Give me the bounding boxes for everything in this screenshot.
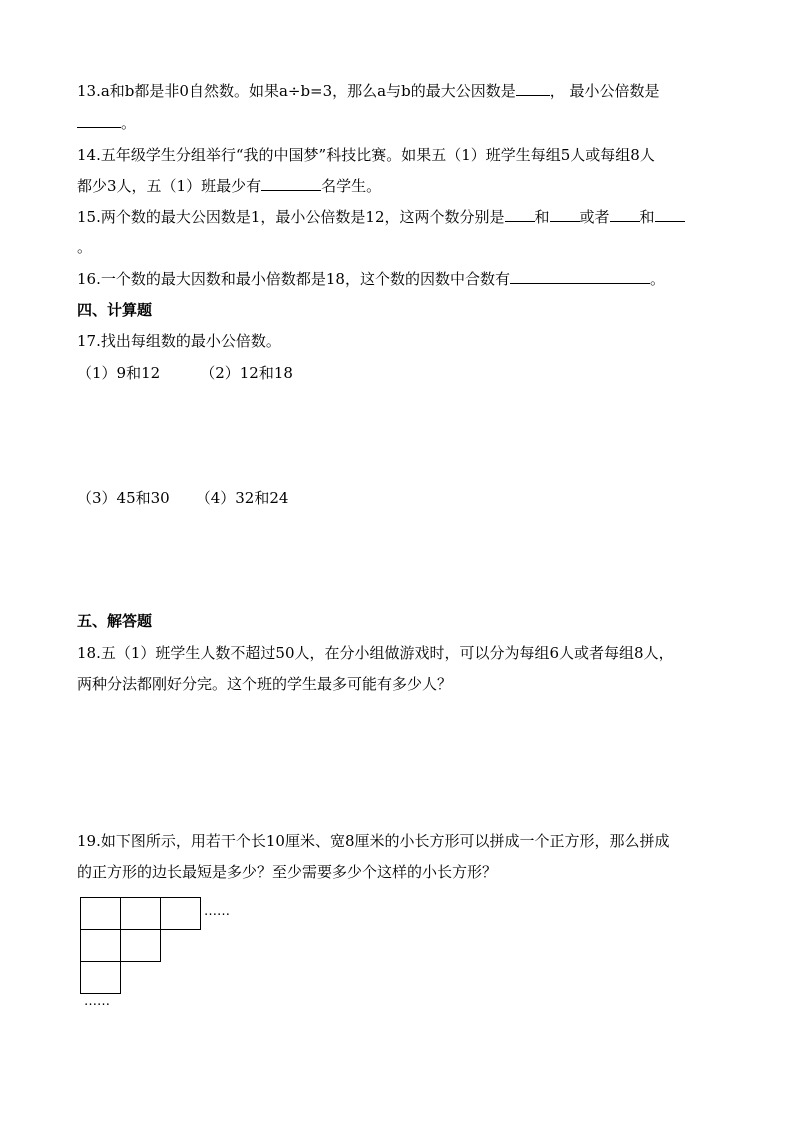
q16-text-b: 。: [649, 270, 665, 288]
q15-blank-3[interactable]: [610, 207, 640, 222]
tile-r1c3: [161, 898, 201, 930]
q19-line2: 的正方形的边长最短是多少？至少需要多少个这样的小长方形？: [77, 863, 498, 881]
q19-line1: 19.如下图所示，用若干个长10厘米、宽8厘米的小长方形可以拼成一个正方形，那么拼成: [77, 832, 670, 850]
q14-blank-students[interactable]: [261, 176, 321, 191]
q15-text-c: 或者: [579, 208, 610, 226]
q17-part1: （1）9和12: [77, 364, 161, 382]
q15-text-d: 和: [639, 208, 655, 226]
q15-blank-4[interactable]: [655, 207, 685, 222]
q17-part2: （2）12和18: [200, 364, 293, 382]
q13-text-b: ， 最小公倍数是: [549, 82, 660, 100]
section4-title: 四、计算题: [77, 301, 153, 319]
q13-text-a: 13.a和b都是非0自然数。如果a÷b=3，那么a与b的最大公因数是: [77, 82, 516, 100]
q17-title: 17.找出每组数的最小公倍数。: [77, 332, 281, 350]
q16-text-a: 16.一个数的最大因数和最小倍数都是18，这个数的因数中合数有: [77, 270, 510, 288]
q17-part4: （4）32和24: [195, 489, 289, 507]
q15-text-b: 和: [534, 208, 550, 226]
q15-blank-1[interactable]: [505, 207, 535, 222]
q17-row2: [77, 487, 288, 509]
rectangle-tiling-figure: [80, 897, 260, 1007]
q17-part3: （3）45和30: [77, 489, 170, 507]
q15-line1: [77, 206, 685, 228]
q16-blank-composites[interactable]: [510, 269, 650, 284]
q13-blank-gcd[interactable]: [516, 81, 550, 96]
q13-line2: [77, 112, 136, 134]
tile-r2c2: [121, 930, 161, 962]
q17-row1: [77, 362, 293, 384]
q14-text-a: 都少3人，五（1）班最少有: [77, 177, 262, 195]
dots-bottom: ……: [84, 994, 110, 1007]
q15-line2: 。: [77, 238, 93, 256]
q13-line1: [77, 80, 660, 102]
q15-text-a: 15.两个数的最大公因数是1，最小公倍数是12，这两个数分别是: [77, 208, 505, 226]
q14-text-b: 名学生。: [321, 177, 382, 195]
q14-line1: 14.五年级学生分组举行“我的中国梦”科技比赛。如果五（1）班学生每组5人或每组8人: [77, 146, 655, 164]
q13-blank-lcm[interactable]: [77, 113, 121, 128]
q16-line: [77, 268, 665, 290]
q13-end: 。: [121, 114, 137, 132]
dots-right: ……: [204, 904, 230, 919]
section5-title: 五、解答题: [77, 612, 153, 630]
q14-line2: [77, 175, 381, 197]
q18-line2: 两种分法都刚好分完。这个班的学生最多可能有多少人？: [77, 675, 453, 693]
tile-r1c1: [81, 898, 121, 930]
tile-r3c1: [81, 962, 121, 994]
tile-r1c2: [121, 898, 161, 930]
q18-line1: 18.五（1）班学生人数不超过50人，在分小组做游戏时，可以分为每组6人或者每组8人，: [77, 644, 674, 662]
tile-r2c1: [81, 930, 121, 962]
q15-blank-2[interactable]: [550, 207, 580, 222]
